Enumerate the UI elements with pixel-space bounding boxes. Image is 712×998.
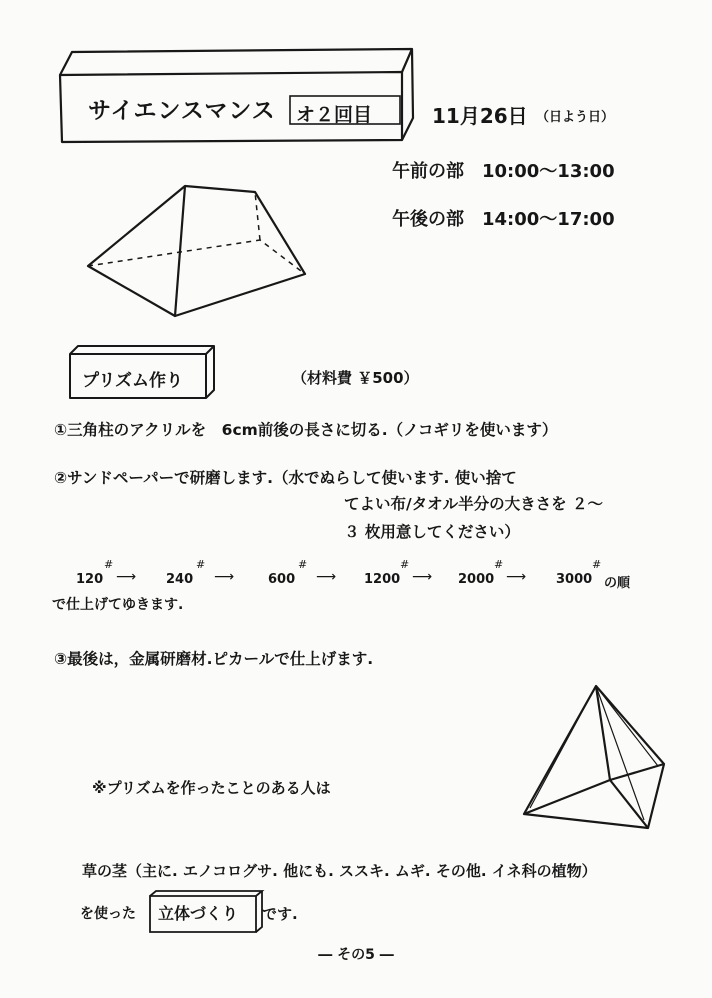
grit-mark: # — [494, 558, 504, 571]
arrow-icon: ⟶ — [316, 569, 337, 585]
section-title: プリズム作り — [82, 371, 183, 391]
note-line-3-prefix: を使った — [80, 906, 136, 922]
material-cost: （材料費 ￥500） — [292, 369, 419, 387]
grit-value: 2000 — [458, 572, 495, 587]
note-line-2: 草の茎（主に. エノコログサ. 他にも. ススキ. ムギ. その他. イネ科の植物） — [82, 862, 597, 880]
grit-mark: # — [298, 558, 308, 571]
grit-line-2: で仕上げてゆきます. — [52, 597, 184, 613]
page-title: サイエンスマンス — [88, 98, 276, 124]
session-label: オ２回目 — [296, 104, 373, 126]
step-2-line-3: ３ 枚用意してください） — [344, 523, 520, 541]
prism-sketch-2 — [524, 686, 664, 828]
note-line-1: ※プリズムを作ったことのある人は — [92, 779, 331, 797]
step-2-line-2: てよい布/タオル半分の大きさを ２〜 — [344, 495, 604, 513]
step-3: ③最後は，金属研磨材.ピカールで仕上げます. — [54, 650, 374, 668]
arrow-icon: ⟶ — [214, 569, 235, 585]
grit-value: 120 — [76, 572, 104, 587]
grit-mark: # — [104, 558, 114, 571]
prism-sketch-1 — [88, 186, 305, 316]
arrow-icon: ⟶ — [116, 569, 137, 585]
grit-suffix: の順 — [604, 576, 631, 591]
arrow-icon: ⟶ — [412, 569, 433, 585]
grit-value: 1200 — [364, 572, 401, 587]
grit-value: 240 — [166, 572, 194, 587]
step-2-line-1: ②サンドペーパーで研磨します.（水でぬらして使います. 使い捨て — [54, 469, 517, 487]
event-date: 11月26日 — [432, 104, 528, 128]
morning-session: 午前の部 10:00〜13:00 — [392, 161, 615, 182]
afternoon-session: 午後の部 14:00〜17:00 — [392, 209, 615, 230]
grit-value: 600 — [268, 572, 296, 587]
grit-value: 3000 — [556, 572, 593, 587]
grit-mark: # — [592, 558, 602, 571]
arrow-icon: ⟶ — [506, 569, 527, 585]
step-1: ①三角柱のアクリルを 6cm前後の長さに切る.（ノコギリを使います） — [54, 421, 558, 439]
event-day-of-week: （日よう日） — [536, 110, 615, 125]
page-number: ― その5 ― — [318, 947, 394, 963]
grit-mark: # — [400, 558, 410, 571]
boxed-word: 立体づくり — [158, 904, 239, 923]
grit-mark: # — [196, 558, 206, 571]
note-line-3-suffix: です. — [262, 905, 298, 923]
